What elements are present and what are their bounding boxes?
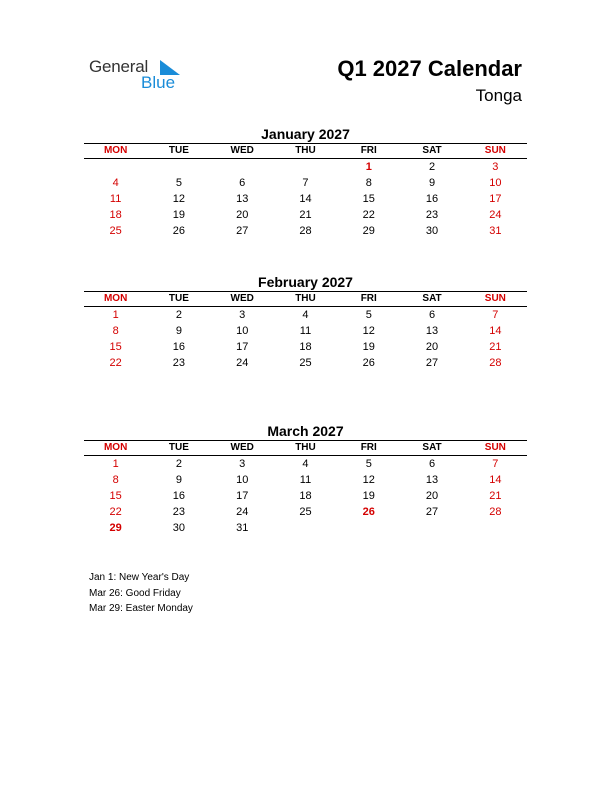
day-cell: 7 bbox=[492, 458, 499, 470]
day-cell: 31 bbox=[236, 522, 249, 534]
day-cell: 24 bbox=[236, 357, 249, 369]
empty-day-cell bbox=[84, 159, 147, 176]
day-cell: 12 bbox=[172, 193, 186, 205]
day-cell: 26 bbox=[362, 506, 375, 518]
week-row bbox=[84, 504, 527, 520]
day-header: SUN bbox=[464, 292, 527, 307]
day-cell: 31 bbox=[489, 225, 502, 237]
day-cell: 6 bbox=[428, 309, 436, 321]
day-cell: 11 bbox=[299, 474, 312, 486]
day-header: SAT bbox=[400, 441, 463, 456]
holiday-note: Mar 29: Easter Monday bbox=[89, 603, 193, 614]
month-march bbox=[84, 422, 527, 536]
day-cell: 2 bbox=[428, 161, 436, 173]
day-cell: 12 bbox=[362, 325, 375, 337]
day-cell: 2 bbox=[175, 309, 182, 321]
day-header: WED bbox=[211, 441, 274, 456]
day-cell: 15 bbox=[109, 341, 122, 353]
day-header: SAT bbox=[400, 292, 463, 307]
day-cell: 27 bbox=[425, 357, 439, 369]
day-cell: 20 bbox=[425, 490, 439, 502]
month-title: February 2027 bbox=[258, 274, 353, 290]
day-header: SUN bbox=[464, 144, 527, 159]
month-title: January 2027 bbox=[261, 126, 350, 142]
day-header: THU bbox=[274, 144, 337, 159]
day-cell: 19 bbox=[362, 341, 375, 353]
page-title: Q1 2027 Calendar bbox=[337, 56, 522, 81]
day-cell: 20 bbox=[236, 209, 249, 221]
day-cell: 21 bbox=[489, 341, 502, 353]
day-header: WED bbox=[211, 144, 274, 159]
day-cell: 3 bbox=[492, 161, 499, 173]
day-cell: 21 bbox=[299, 209, 312, 221]
day-cell: 4 bbox=[302, 458, 309, 470]
day-cell: 7 bbox=[302, 177, 309, 189]
day-cell: 11 bbox=[299, 325, 312, 337]
day-header: FRI bbox=[337, 144, 400, 159]
day-cell: 23 bbox=[425, 209, 439, 221]
day-cell: 17 bbox=[236, 490, 249, 502]
day-cell: 29 bbox=[362, 225, 375, 237]
month-february bbox=[84, 273, 527, 371]
day-cell: 24 bbox=[489, 209, 502, 221]
week-row bbox=[84, 159, 527, 176]
day-cell: 16 bbox=[172, 341, 186, 353]
day-cell: 1 bbox=[365, 161, 372, 173]
day-cell: 19 bbox=[172, 209, 186, 221]
day-cell: 22 bbox=[109, 506, 122, 518]
day-cell: 28 bbox=[489, 357, 502, 369]
day-cell: 25 bbox=[299, 506, 312, 518]
week-row bbox=[84, 307, 527, 324]
day-cell: 8 bbox=[112, 325, 119, 337]
week-row bbox=[84, 339, 527, 355]
day-cell: 11 bbox=[109, 193, 122, 205]
holiday-note: Mar 26: Good Friday bbox=[89, 587, 181, 599]
day-cell: 5 bbox=[365, 458, 372, 470]
day-cell: 13 bbox=[425, 325, 439, 337]
day-cell: 30 bbox=[425, 225, 439, 237]
day-cell: 17 bbox=[236, 341, 249, 353]
day-cell: 25 bbox=[109, 225, 122, 237]
month-grid bbox=[84, 440, 527, 536]
day-cell: 8 bbox=[365, 177, 372, 189]
empty-day-cell bbox=[274, 520, 337, 536]
day-header: TUE bbox=[147, 441, 210, 456]
empty-day-cell bbox=[337, 520, 400, 536]
day-cell: 4 bbox=[302, 309, 309, 321]
day-cell: 24 bbox=[236, 506, 249, 518]
day-cell: 20 bbox=[425, 341, 439, 353]
day-cell: 2 bbox=[175, 458, 182, 470]
empty-day-cell bbox=[400, 520, 463, 536]
day-cell: 14 bbox=[299, 193, 312, 205]
day-cell: 15 bbox=[109, 490, 122, 502]
empty-day-cell bbox=[274, 159, 337, 176]
day-cell: 9 bbox=[428, 177, 436, 189]
month-january bbox=[84, 125, 527, 239]
logo-text-general: General bbox=[89, 57, 149, 76]
week-row bbox=[84, 355, 527, 371]
day-cell: 5 bbox=[365, 309, 372, 321]
week-row bbox=[84, 175, 527, 191]
day-cell: 7 bbox=[492, 309, 499, 321]
week-row bbox=[84, 488, 527, 504]
country-subtitle: Tonga bbox=[475, 86, 522, 105]
day-cell: 23 bbox=[172, 506, 186, 518]
month-grid bbox=[84, 143, 527, 239]
day-cell: 5 bbox=[175, 177, 182, 189]
day-cell: 10 bbox=[236, 474, 249, 486]
day-header: MON bbox=[84, 292, 147, 307]
day-header: FRI bbox=[337, 441, 400, 456]
week-row bbox=[84, 207, 527, 223]
day-cell: 25 bbox=[299, 357, 312, 369]
day-cell: 15 bbox=[362, 193, 375, 205]
day-cell: 9 bbox=[175, 325, 182, 337]
day-cell: 6 bbox=[239, 177, 246, 189]
day-header: SAT bbox=[400, 144, 463, 159]
day-cell: 10 bbox=[236, 325, 249, 337]
day-cell: 16 bbox=[425, 193, 439, 205]
day-header: TUE bbox=[147, 292, 210, 307]
day-cell: 18 bbox=[299, 341, 312, 353]
empty-day-cell bbox=[211, 159, 274, 176]
day-cell: 28 bbox=[299, 225, 312, 237]
day-cell: 23 bbox=[172, 357, 186, 369]
day-header: THU bbox=[274, 292, 337, 307]
month-grid bbox=[84, 291, 527, 371]
day-cell: 30 bbox=[172, 522, 186, 534]
day-header: FRI bbox=[337, 292, 400, 307]
day-cell: 21 bbox=[489, 490, 502, 502]
day-cell: 1 bbox=[112, 309, 119, 321]
day-cell: 16 bbox=[172, 490, 186, 502]
empty-day-cell bbox=[147, 159, 210, 176]
day-cell: 27 bbox=[425, 506, 439, 518]
day-cell: 28 bbox=[489, 506, 502, 518]
day-cell: 13 bbox=[425, 474, 439, 486]
day-cell: 18 bbox=[299, 490, 312, 502]
day-cell: 12 bbox=[362, 474, 375, 486]
day-cell: 26 bbox=[172, 225, 186, 237]
day-cell: 10 bbox=[489, 177, 502, 189]
day-cell: 6 bbox=[428, 458, 436, 470]
week-row bbox=[84, 323, 527, 339]
day-cell: 14 bbox=[489, 325, 502, 337]
day-cell: 17 bbox=[489, 193, 502, 205]
day-cell: 3 bbox=[239, 309, 246, 321]
logo-text-blue: Blue bbox=[141, 73, 176, 92]
day-cell: 1 bbox=[112, 458, 119, 470]
holiday-note: Jan 1: New Year's Day bbox=[89, 572, 190, 583]
week-row bbox=[84, 456, 527, 473]
day-cell: 13 bbox=[236, 193, 249, 205]
day-header: TUE bbox=[147, 144, 210, 159]
holiday-notes bbox=[89, 570, 193, 617]
day-cell: 22 bbox=[109, 357, 122, 369]
day-cell: 8 bbox=[112, 474, 119, 486]
day-cell: 19 bbox=[362, 490, 375, 502]
week-row bbox=[84, 520, 527, 536]
day-cell: 4 bbox=[112, 177, 119, 189]
day-cell: 14 bbox=[489, 474, 502, 486]
day-header: SUN bbox=[464, 441, 527, 456]
month-title: March 2027 bbox=[267, 423, 344, 439]
day-cell: 26 bbox=[362, 357, 375, 369]
day-header: THU bbox=[274, 441, 337, 456]
week-row bbox=[84, 191, 527, 207]
empty-day-cell bbox=[464, 520, 527, 536]
day-header: WED bbox=[211, 292, 274, 307]
day-header: MON bbox=[84, 144, 147, 159]
week-row bbox=[84, 223, 527, 239]
day-cell: 3 bbox=[239, 458, 246, 470]
day-cell: 18 bbox=[109, 209, 122, 221]
day-cell: 22 bbox=[362, 209, 375, 221]
day-cell: 29 bbox=[109, 522, 122, 534]
day-cell: 27 bbox=[236, 225, 249, 237]
day-header: MON bbox=[84, 441, 147, 456]
day-cell: 9 bbox=[175, 474, 182, 486]
generalblue-logo bbox=[89, 57, 199, 93]
week-row bbox=[84, 472, 527, 488]
